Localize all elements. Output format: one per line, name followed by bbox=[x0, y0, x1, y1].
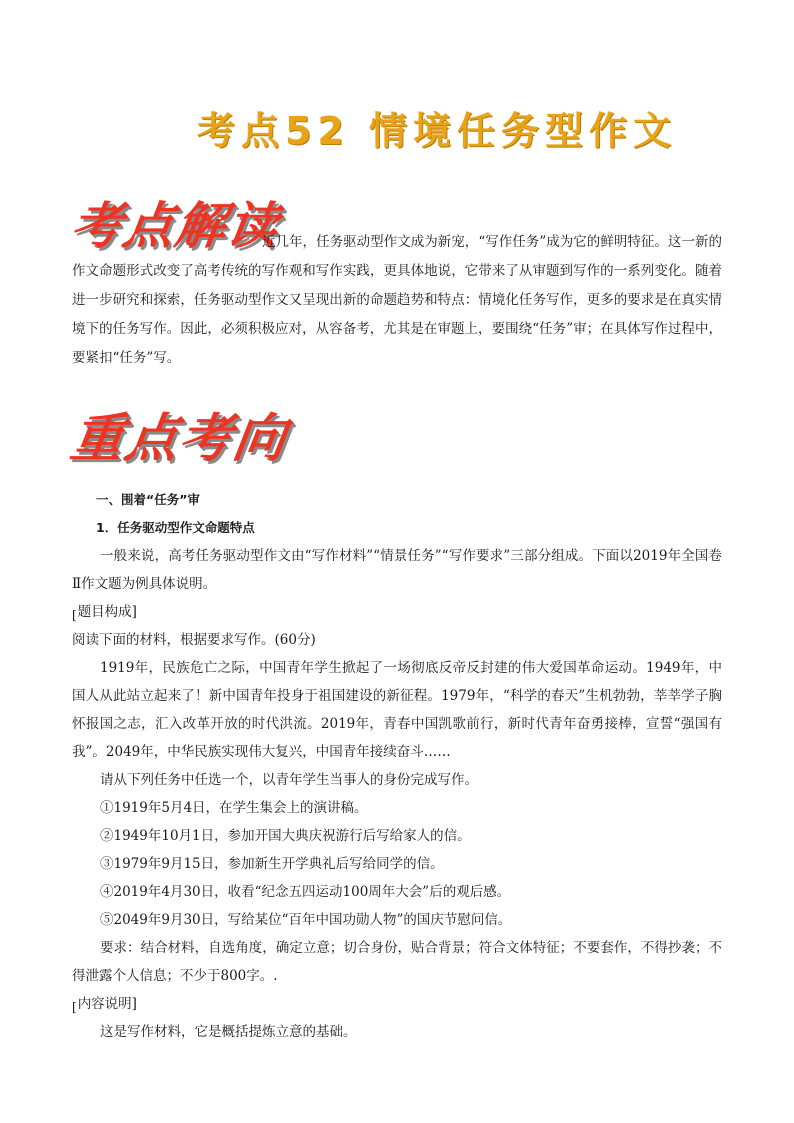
paragraph-task-prompt: 请从下列任务中任选一个，以青年学生当事人的身份完成写作。 bbox=[100, 772, 478, 788]
paragraph-intro: 一般来说，高考任务驱动型作文由“写作材料”“情景任务”“写作要求”三部分组成。下面以2019年全国卷Ⅱ作文题为例具体说明。 bbox=[72, 548, 722, 592]
label-structure: [ 题目构成] bbox=[72, 598, 722, 626]
task-item: ④2019年4月30日，收看“纪念五四运动100周年大会”后的观后感。 bbox=[100, 884, 511, 900]
paragraph-requirements: 要求：结合材料，自选角度，确定立意；切合身份，贴合背景；符合文体特征；不要套作，不得抄袭；不得泄露个人信息；不少于800字。. bbox=[72, 940, 722, 984]
paragraph-instruction: 阅读下面的材料，根据要求写作。(60分) bbox=[72, 632, 316, 648]
heading-level-2: 1．任务驱动型作文命题特点 bbox=[96, 520, 255, 535]
section-banner-kaodian-jiedu: 考点解读 bbox=[67, 197, 284, 255]
task-item: ②1949年10月1日，参加开国大典庆祝游行后写给家人的信。 bbox=[100, 828, 471, 844]
intro-paragraph: 近几年，任务驱动型作文成为新宠，“写作任务”成为它的鲜明特征。这一新的作文命题形式改变了高考传统的写作观和写作实践，更具体地说，它带来了从审题到写作的一系列变化。随着进一步研究和探索，任务驱动型作文又呈现出新的命题趋势和特点：情境化任务写作，更多的要求是在真实情境下的任务写作。因此，必须积极应对，从容备考，尤其是在审题上，要围绕“任务”审；在具体写作过程中，要紧扣“任务”写。 bbox=[72, 234, 722, 366]
label-content-note: [ 内容说明] bbox=[72, 990, 722, 1018]
heading-level-1: 一、围着“任务”审 bbox=[96, 492, 200, 507]
page-title: 考点52 情境任务型作文 bbox=[196, 109, 678, 153]
paragraph-material: 1919年，民族危亡之际，中国青年学生掀起了一场彻底反帝反封建的伟大爱国革命运动。1949年，中国人从此站立起来了！新中国青年投身于祖国建设的新征程。1979年，“科学的春天”生机勃勃，莘莘学子胸怀报国之志，汇入改革开放的时代洪流。2019年，青春中国凯歌前行，新时代青年奋勇接棒，宣誓“强国有我”。2049年，中华民族实现伟大复兴，中国青年接续奋斗…… bbox=[72, 660, 722, 760]
task-item: ⑤2049年9月30日，写给某位“百年中国功勋人物”的国庆节慰问信。 bbox=[100, 912, 512, 928]
task-item: ③1979年9月15日，参加新生开学典礼后写给同学的信。 bbox=[100, 856, 444, 872]
paragraph-explanation: 这是写作材料，它是概括提炼立意的基础。 bbox=[100, 1024, 357, 1040]
section-banner-zhongdian-kaoxiang: 重点考向 bbox=[67, 409, 292, 469]
task-item: ①1919年5月4日，在学生集会上的演讲稿。 bbox=[100, 800, 368, 816]
main-content bbox=[72, 486, 722, 1046]
